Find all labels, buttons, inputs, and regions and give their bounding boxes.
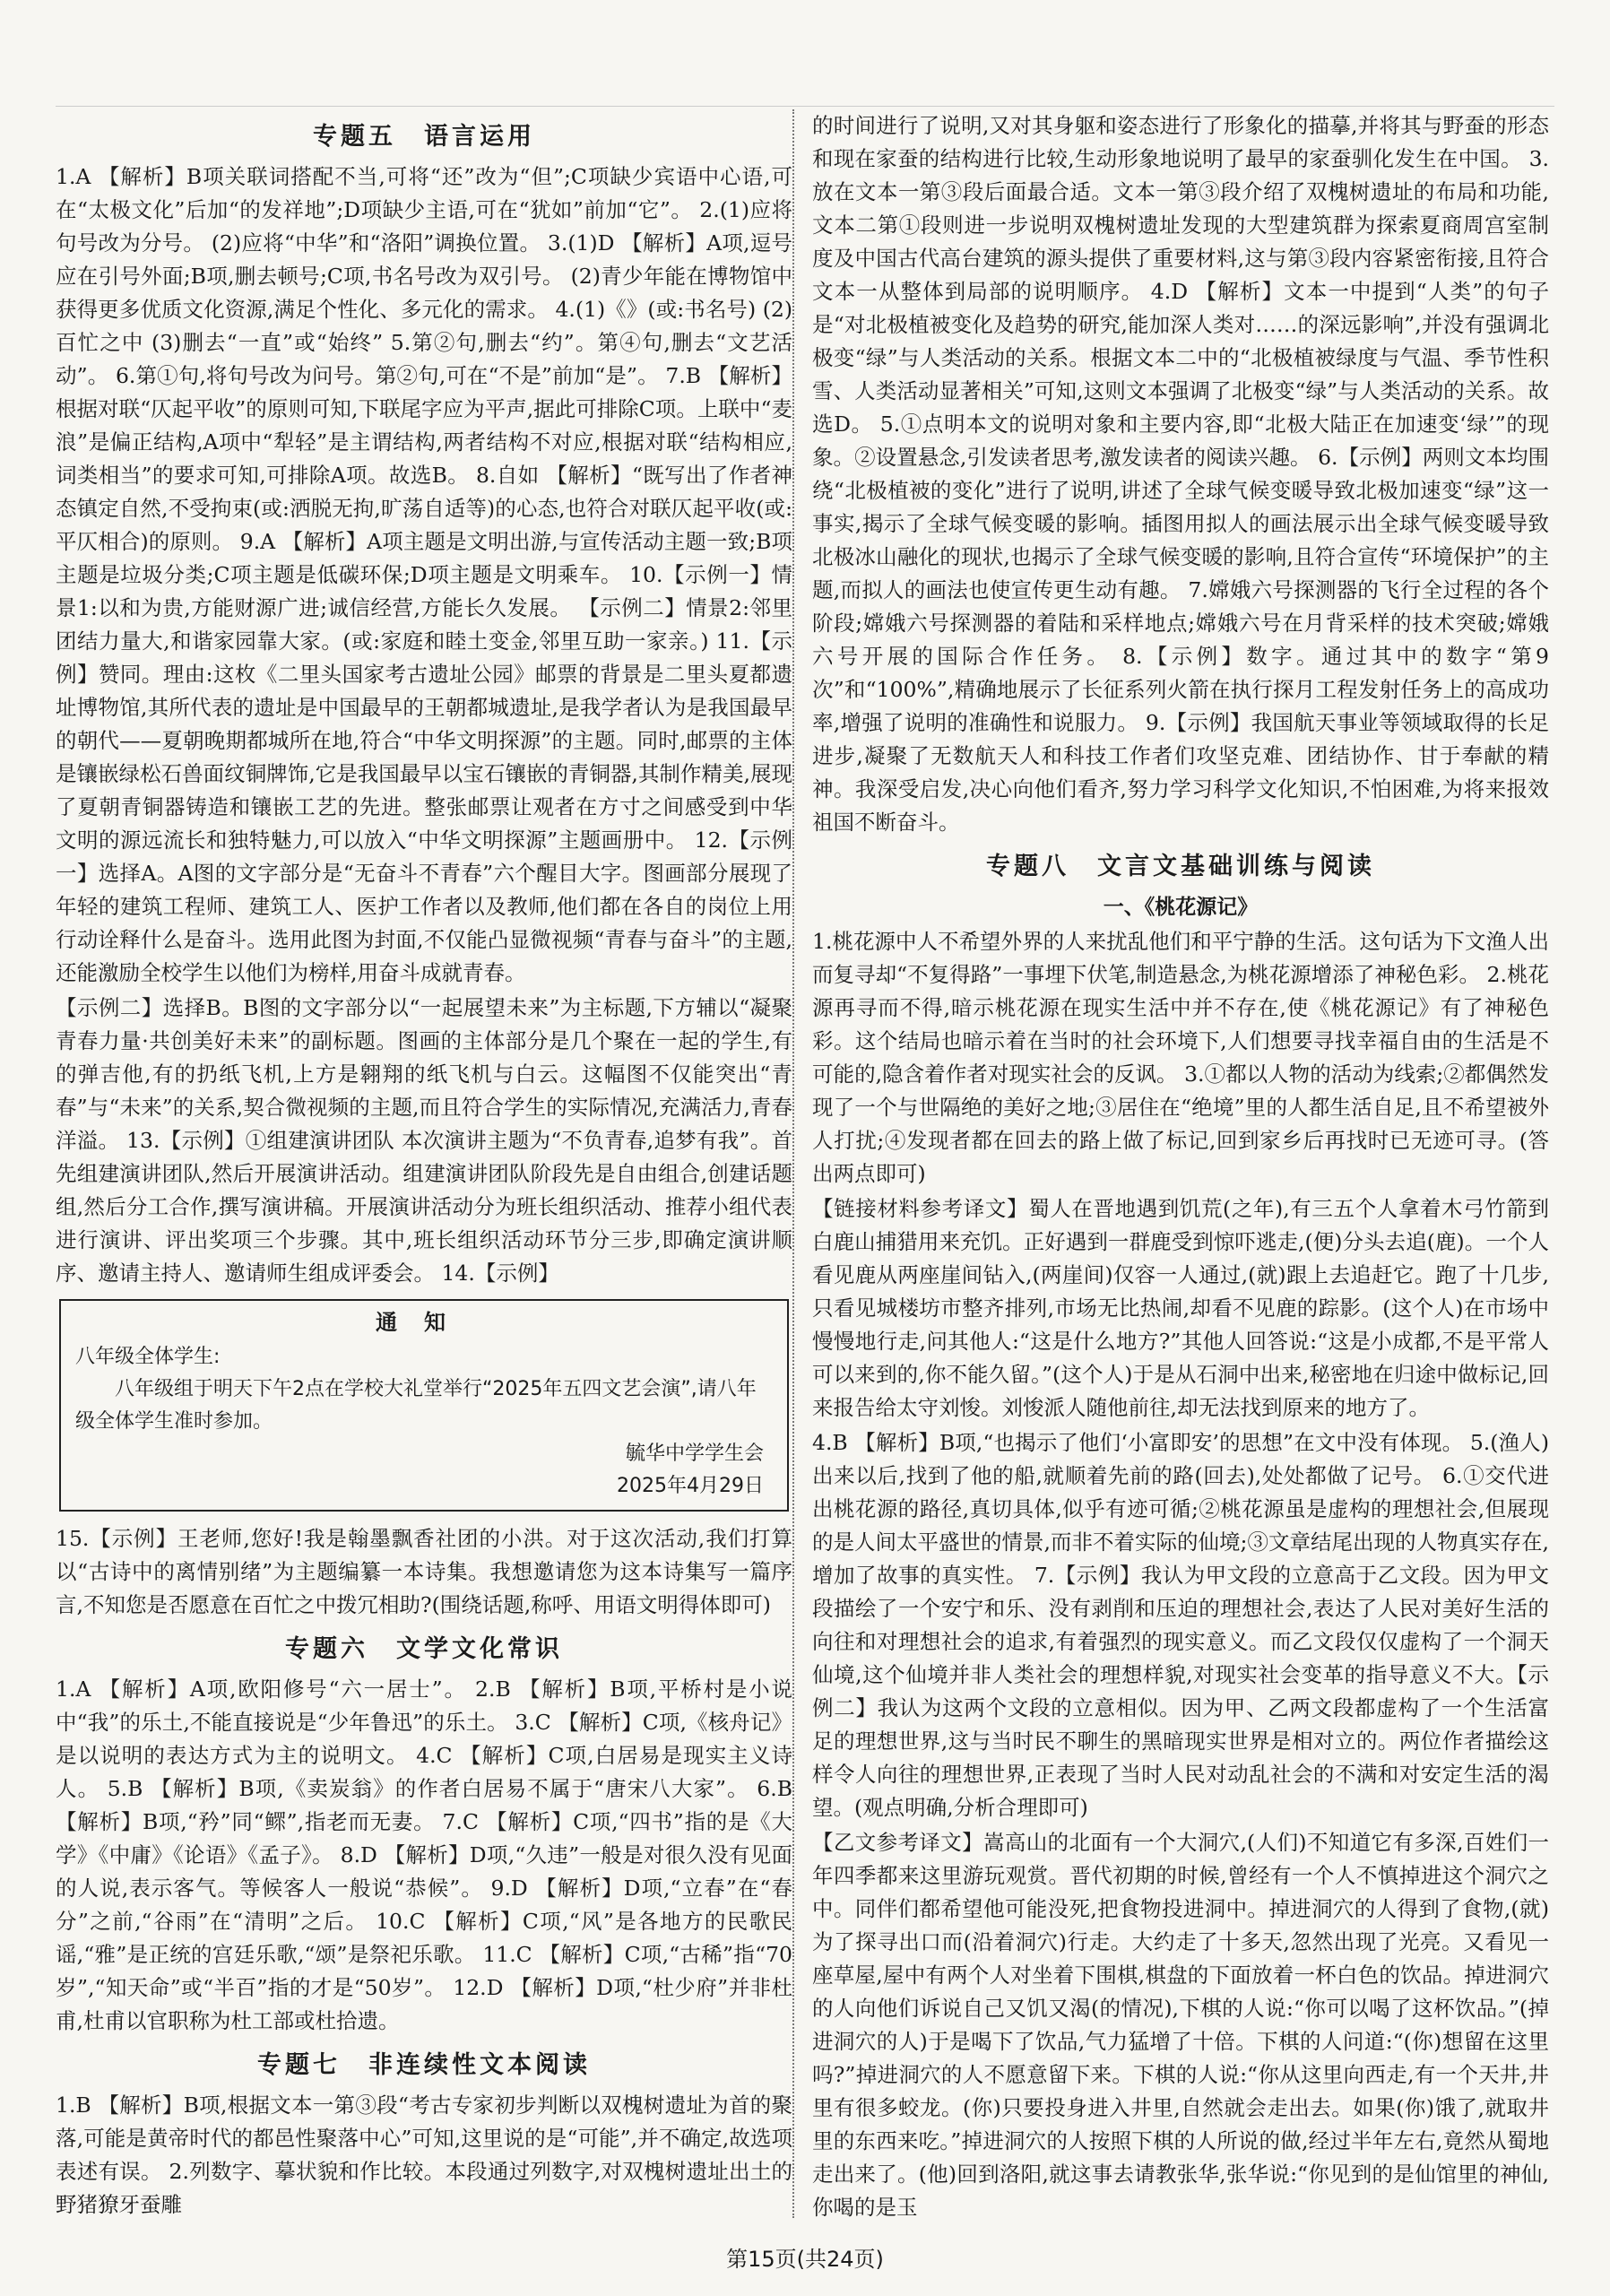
answer-block: 1.B 【解析】B项,根据文本一第③段“考古专家初步判断以双槐树遗址为首的聚落,可能是黄帝时代的都邑性聚落中心”可知,这里说的是“可能”,并不确定,故选项表述有误。 2.列数字、摹状貌和作比较。本段通过列数字,对双槐树遗址出土的野猪獠牙蚕雕 <box>56 2092 792 2217</box>
answer-block: 1.A 【解析】B项关联词搭配不当,可将“还”改为“但”;C项缺少宾语中心语,可在“太极文化”后加“的发祥地”;D项缺少主语,可在“犹如”前加“它”。 2.(1)应将句号改为分号。 (2)应将“中华”和“洛阳”调换位置。 3.(1)D 【解析】A项,逗号应在引号外面;B项,删去顿号;C项,书名号改为双引号。 (2)青少年能在博物馆中获得更多优质文化资源,满足个性化、多元化的需求。 4.(1)《》(或:书名号) (2)百忙之中 (3)删去“一直”或“始终” 5.第②句,删去“约”。第④句,删去“文艺活动”。 6.第①句,将句号改为问号。第②句,可在“不是”前加“是”。 7.B 【解析】根据对联“仄起平收”的原则可知,下联尾字应为平声,据此可排除C项。上联中“麦浪”是偏正结构,A项中“犁轻”是主谓结构,两者结构不对应,根据对联“结构相应,词类相当”的要求可知,可排除A项。故选B。 8.自如 【解析】“既写出了作者神态镇定自然,不受拘束(或:洒脱无拘,旷荡自适等)的心态,也符合对联仄起平收(或:平仄相合)的原则。 9.A 【解析】A项主题是文明出游,与宣传活动主题一致;B项主题是垃圾分类;C项主题是低碳环保;D项主题是文明乘车。 10.【示例一】情景1:以和为贵,方能财源广进;诚信经营,方能长久发展。 【示例二】情景2:邻里团结力量大,和谐家园靠大家。(或:家庭和睦土变金,邻里互助一家亲。) 11.【示例】赞同。理由:这枚《二里头国家考古遗址公园》邮票的背景是二里头夏都遗址博物馆,其所代表的遗址是中国最早的王朝都城遗址,是我学者认为是我国最早的朝代——夏朝晚期都城所在地,符合“中华文明探源”的主题。同时,邮票的主体是镶嵌绿松石兽面纹铜牌饰,它是我国最早以宝石镶嵌的青铜器,其制作精美,展现了夏朝青铜器铸造和镶嵌工艺的先进。整张邮票让观者在方寸之间感受到中华文明的源远流长和独特魅力,可以放入“中华文明探源”主题画册中。 12.【示例一】选择A。A图的文字部分是“无奋斗不青春”六个醒目大字。图画部分展现了年轻的建筑工程师、建筑工人、医护工作者以及教师,他们都在各自的岗位上用行动诠释什么是奋斗。选用此图为封面,不仅能凸显微视频“青春与奋斗”的主题,还能激励全校学生以他们为榜样,用奋斗成就青春。 <box>56 164 792 985</box>
notice-organization: 毓华中学学生会 <box>625 1443 764 1465</box>
notice-body: 八年级组于明天下午2点在学校大礼堂举行“2025年五四文艺会演”,请八年级全体学生准时参加。 <box>75 1378 757 1433</box>
section-heading-7: 专题七 非连续性文本阅读 <box>257 2051 591 2079</box>
left-column <box>56 109 792 2218</box>
answer-block: 的时间进行了说明,又对其身躯和姿态进行了形象化的描摹,并将其与野蚕的形态和现在家蚕的结构进行比较,生动形象地说明了最早的家蚕驯化发生在中国。 3.放在文本一第③段后面最合适。文本一第③段介绍了双槐树遗址的布局和功能,文本二第①段则进一步说明双槐树遗址发现的大型建筑群为探索夏商周宫室制度及中国古代高台建筑的源头提供了重要材料,这与第③段内容紧密衔接,且符合文本一从整体到局部的说明顺序。 4.D 【解析】文本一中提到“人类”的句子是“对北极植被变化及趋势的研究,能加深人类对……的深远影响”,并没有强调北极变“绿”与人类活动的关系。根据文本二中的“北极植被绿度与气温、季节性积雪、人类活动显著相关”可知,这则文本强调了北极变“绿”与人类活动的关系。故选D。 5.①点明本文的说明对象和主要内容,即“北极大陆正在加速变‘绿’”的现象。②设置悬念,引发读者思考,激发读者的阅读兴趣。 6.【示例】两则文本均围绕“北极植被的变化”进行了说明,讲述了全球气候变暖导致北极加速变“绿”这一事实,揭示了全球气候变暖的影响。插图用拟人的画法展示出全球气候变暖导致北极冰山融化的现状,也揭示了全球气候变暖的影响,且符合宣传“环境保护”的主题,而拟人的画法也使宣传更生动有趣。 7.嫦娥六号探测器的飞行全过程的各个阶段;嫦娥六号探测器的着陆和采样地点;嫦娥六号在月背采样的技术突破;嫦娥六号开展的国际合作任务。 8.【示例】数字。通过其中的数字“第9次”和“100%”,精确地展示了长征系列火箭在执行探月工程发射任务上的高成功率,增强了说明的准确性和说服力。 9.【示例】我国航天事业等领域取得的长足进步,凝聚了无数航天人和科技工作者们攻坚克难、团结协作、甘于奉献的精神。我深受启发,决心向他们看齐,努力学习科学文化知识,不怕困难,为将来报效祖国不断奋斗。 <box>812 113 1549 835</box>
answer-block: 1.A 【解析】A项,欧阳修号“六一居士”。 2.B 【解析】B项,平桥村是小说中“我”的乐土,不能直接说是“少年鲁迅”的乐土。 3.C 【解析】C项,《核舟记》是以说明的表达方式为主的说明文。 4.C 【解析】C项,白居易是现实主义诗人。 5.B 【解析】B项,《卖炭翁》的作者白居易不属于“唐宋八大家”。 6.B 【解析】B项,“矜”同“鳏”,指老而无妻。 7.C 【解析】C项,“四书”指的是《大学》《中庸》《论语》《孟子》。 8.D 【解析】D项,“久违”一般是对很久没有见面的人说,表示客气。等候客人一般说“恭候”。 9.D 【解析】D项,“立春”在“春分”之前,“谷雨”在“清明”之后。 10.C 【解析】C项,“风”是各地方的民歌民谣,“雅”是正统的宫廷乐歌,“颂”是祭祀乐歌。 11.C 【解析】C项,“古稀”指“70岁”,“知天命”或“半百”指的才是“50岁”。 12.D 【解析】D项,“杜少府”并非杜甫,杜甫以官职称为杜工部或杜拾遗。 <box>56 1677 792 2033</box>
answer-block: 【示例二】选择B。B图的文字部分以“一起展望未来”为主标题,下方辅以“凝聚青春力量·共创美好未来”的副标题。图画的主体部分是几个聚在一起的学生,有的弹吉他,有的扔纸飞机,上方是翱翔的纸飞机与白云。这幅图不仅能突出“青春”与“未来”的关系,契合微视频的主题,而且符合学生的实际情况,充满活力,青春洋溢。 13.【示例】①组建演讲团队 本次演讲主题为“不负青春,追梦有我”。首先组建演讲团队,然后开展演讲活动。组建演讲团队阶段先是自由组合,创建话题组,然后分工合作,撰写演讲稿。开展演讲活动分为班长组织活动、推荐小组代表进行演讲、评出奖项三个步骤。其中,班长组织活动环节分三步,即确定演讲顺序、邀请主持人、邀请师生组成评委会。 14.【示例】 <box>56 995 792 1286</box>
notice-addressee: 八年级全体学生: <box>75 1346 221 1368</box>
sub-heading: 一、《桃花源记》 <box>1103 896 1259 919</box>
top-rule <box>56 106 1554 107</box>
answer-block: 1.桃花源中人不希望外界的人来扰乱他们和平宁静的生活。这句话为下文渔人出而复寻却“不复得路”一事埋下伏笔,制造悬念,为桃花源增添了神秘色彩。 2.桃花源再寻而不得,暗示桃花源在现实生活中并不存在,使《桃花源记》有了神秘色彩。这个结局也暗示着在当时的社会环境下,人们想要寻找幸福自由的生活是不可能的,隐含着作者对现实社会的反讽。 3.①都以人物的活动为线索;②都偶然发现了一个与世隔绝的美好之地;③居住在“绝境”里的人都生活自足,且不希望被外人打扰;④发现者都在回去的路上做了标记,回到家乡后再找时已无迹可寻。(答出两点即可) <box>812 929 1549 1186</box>
notice-date: 2025年4月29日 <box>617 1475 764 1497</box>
section-heading-8: 专题八 文言文基础训练与阅读 <box>986 853 1375 880</box>
page-number: 第15页(共24页) <box>726 2247 884 2272</box>
right-column <box>812 109 1549 2218</box>
section-heading-5: 专题五 语言运用 <box>313 123 535 151</box>
section-heading-6: 专题六 文学文化常识 <box>285 1635 563 1663</box>
translation-block: 【链接材料参考译文】蜀人在晋地遇到饥荒(之年),有三五个人拿着木弓竹箭到白鹿山捕猎用来充饥。正好遇到一群鹿受到惊吓逃走,(便)分头去追(鹿)。一个人看见鹿从两座崖间钻入,(两崖间)仅容一人通过,(就)跟上去追赶它。跑了十几步,只看见城楼坊市整齐排列,市场无比热闹,却看不见鹿的踪影。(这个人)在市场中慢慢地行走,问其他人:“这是什么地方?”其他人回答说:“这是小成都,不是平常人可以来到的,你不能久留。”(这个人)于是从石洞中出来,秘密地在归途中做标记,回来报告给太守刘悛。刘悛派人随他前往,却无法找到原来的地方了。 <box>812 1196 1549 1420</box>
answer-block: 4.B 【解析】B项,“也揭示了他们‘小富即安’的思想”在文中没有体现。 5.(渔人)出来以后,找到了他的船,就顺着先前的路(回去),处处都做了记号。 6.①交代进出桃花源的路径,真切具体,似乎有迹可循;②桃花源虽是虚构的理想社会,但展现的是人间太平盛世的情景,而非不着实际的仙境;③文章结尾出现的人物真实存在,增加了故事的真实性。 7.【示例】我认为甲文段的立意高于乙文段。因为甲文段描绘了一个安宁和乐、没有剥削和压迫的理想社会,表达了人民对美好生活的向往和对理想社会的追求,有着强烈的现实意义。而乙文段仅仅虚构了一个洞天仙境,这个仙境并非人类社会的理想样貌,对现实社会变革的指导意义不大。【示例二】我认为这两个文段的立意相似。因为甲、乙两文段都虚构了一个生活富足的理想世界,这与当时民不聊生的黑暗现实世界是相对立的。两位作者描绘这样令人向往的理想世界,正表现了当时人民对动乱社会的不满和对安定生活的渴望。(观点明确,分析合理即可) <box>812 1430 1549 1820</box>
column-divider <box>792 109 794 2218</box>
notice-box <box>59 1299 789 1512</box>
answer-block: 15.【示例】王老师,您好!我是翰墨飘香社团的小洪。对于这次活动,我们打算以“古诗中的离情别绪”为主题编纂一本诗集。我想邀请您为这本诗集写一篇序言,不知您是否愿意在百忙之中拨冗相助?(围绕话题,称呼、用语文明得体即可) <box>56 1526 792 1617</box>
notice-title: 通知 <box>376 1310 472 1335</box>
translation-block: 【乙文参考译文】嵩高山的北面有一个大洞穴,(人们)不知道它有多深,百姓们一年四季都来这里游玩观赏。晋代初期的时候,曾经有一个人不慎掉进这个洞穴之中。同伴们都希望他可能没死,把食物投进洞中。掉进洞穴的人得到了食物,(就)为了探寻出口而(沿着洞穴)行走。大约走了十多天,忽然出现了光亮。又看见一座草屋,屋中有两个人对坐着下围棋,棋盘的下面放着一杯白色的饮品。掉进洞穴的人向他们诉说自己又饥又渴(的情况),下棋的人说:“你可以喝了这杯饮品。”(掉进洞穴的人)于是喝下了饮品,气力猛增了十倍。下棋的人问道:“(你)想留在这里吗?”掉进洞穴的人不愿意留下来。下棋的人说:“你从这里向西走,有一个天井,井里有很多蛟龙。(你)只要投身进入井里,自然就会走出去。如果(你)饿了,就取井里的东西来吃。”掉进洞穴的人按照下棋的人所说的做,经过半年左右,竟然从蜀地走出来了。(他)回到洛阳,就这事去请教张华,张华说:“你见到的是仙馆里的神仙,你喝的是玉 <box>812 1830 1549 2218</box>
